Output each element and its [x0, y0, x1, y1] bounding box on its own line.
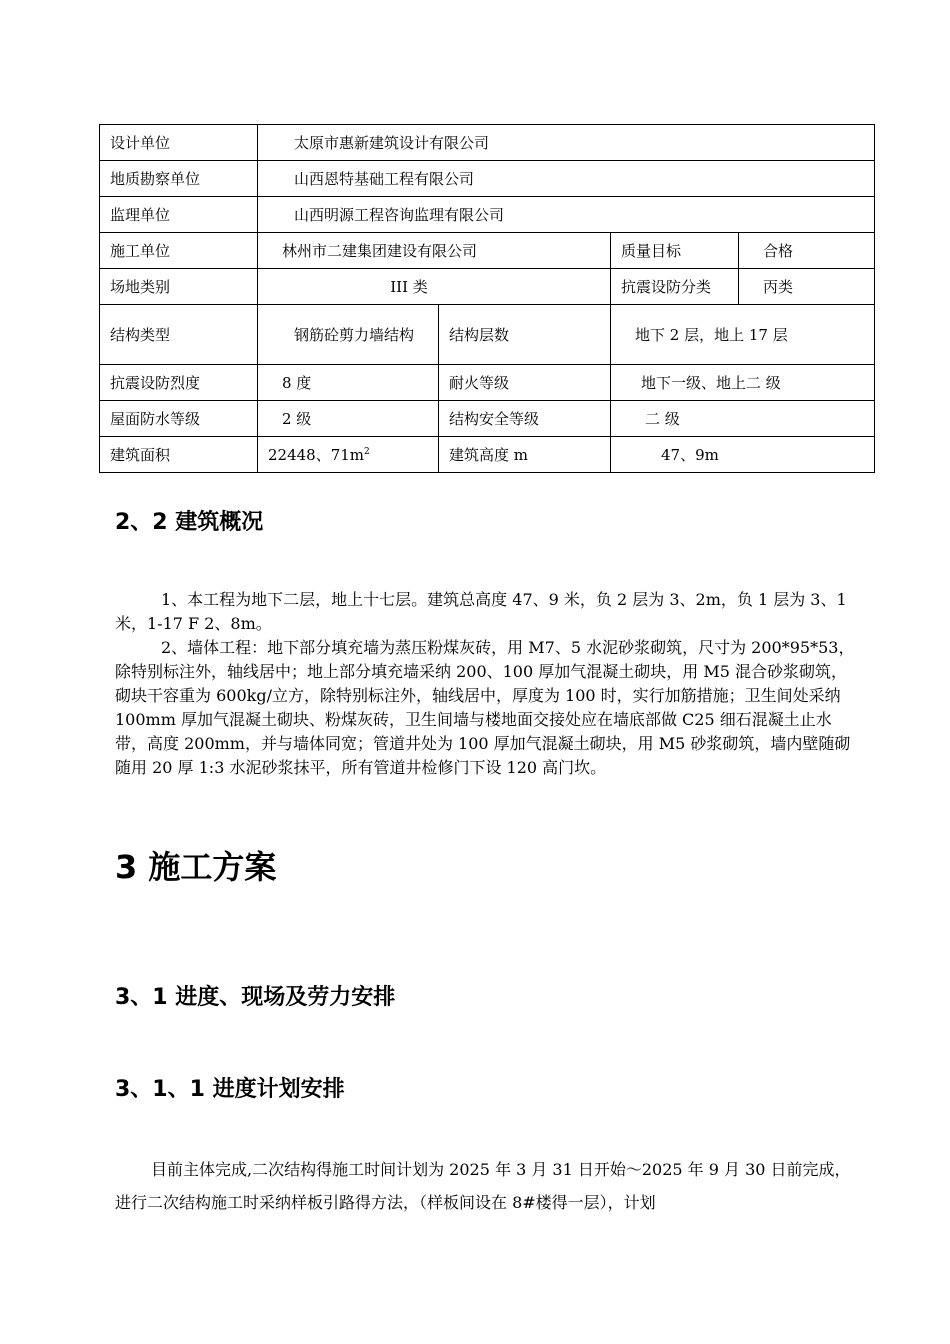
- table-row: [100, 305, 875, 365]
- value-construction-unit: 林州市二建集团建设有限公司: [258, 233, 611, 269]
- value-structure-type: 钢筋砼剪力墙结构: [258, 305, 439, 365]
- table-row: [100, 269, 875, 305]
- label-seismic-intensity: 抗震设防烈度: [100, 365, 258, 401]
- label-site-category: 场地类别: [100, 269, 258, 305]
- label-survey-unit: 地质勘察单位: [100, 161, 258, 197]
- value-quality-target: 合格: [739, 233, 875, 269]
- value-structure-floors: 地下 2 层，地上 17 层: [611, 305, 875, 365]
- value-seismic-category: 丙类: [739, 269, 875, 305]
- value-safety-grade: 二 级: [611, 401, 875, 437]
- value-supervision-unit: 山西明源工程咨询监理有限公司: [258, 197, 875, 233]
- value-building-area: [258, 437, 439, 473]
- table-row: [100, 365, 875, 401]
- value-seismic-intensity: 8 度: [258, 365, 439, 401]
- label-seismic-category: 抗震设防分类: [611, 269, 739, 305]
- label-structure-type: 结构类型: [100, 305, 258, 365]
- heading-schedule-plan: 3、1、1 进度计划安排: [115, 1077, 345, 1102]
- value-roof-waterproof: 2 级: [258, 401, 439, 437]
- table-row: [100, 161, 875, 197]
- paragraph-overview-2: 2、墙体工程：地下部分填充墙为蒸压粉煤灰砖，用 M7、5 水泥砂浆砌筑，尺寸为 200*95*53，除特别标注外，轴线居中；地上部分填充墙采纳 200、100 厚加气混凝土砌块，用 M5 混合砂浆砌筑，砌块干容重为 600kg/立方，除特别标注外，轴线居中，厚度为 100 时，实行加筋措施；卫生间处采纳 100mm 厚加气混凝土砌块、粉煤灰砖，卫生间墙与楼地面交接处应在墙底部做 C25 细石混凝土止水带，高度 200mm，并与墙体同宽；管道井处为 100 厚加气混凝土砌块，用 M5 砂浆砌筑，墙内壁随砌随用 20 厚 1:3 水泥砂浆抹平，所有管道井检修门下设 120 高门坎。: [115, 638, 855, 777]
- label-safety-grade: 结构安全等级: [439, 401, 611, 437]
- building-area-unit-sup: 2: [364, 447, 370, 457]
- label-fire-rating: 耐火等级: [439, 365, 611, 401]
- table-row: [100, 197, 875, 233]
- table-row: [100, 125, 875, 161]
- value-building-height: 47、9m: [611, 437, 875, 473]
- heading-schedule-site-labor: 3、1 进度、现场及劳力安排: [115, 985, 396, 1010]
- heading-building-overview: 2、2 建筑概况: [115, 510, 264, 535]
- heading-construction-plan: 3 施工方案: [115, 848, 277, 886]
- value-fire-rating: 地下一级、地上二 级: [611, 365, 875, 401]
- label-quality-target: 质量目标: [611, 233, 739, 269]
- value-site-category: III 类: [258, 269, 611, 305]
- table-row: [100, 437, 875, 473]
- value-survey-unit: 山西恩特基础工程有限公司: [258, 161, 875, 197]
- paragraph-schedule: 目前主体完成,二次结构得施工时间计划为 2025 年 3 月 31 日开始～2025 年 9 月 30 日前完成，进行二次结构施工时采纳样板引路得方法，（样板间设在 8#楼得一层），计划: [115, 1160, 851, 1212]
- project-info-table: [99, 124, 875, 473]
- paragraph-overview-1: 1、本工程为地下二层，地上十七层。建筑总高度 47、9 米，负 2 层为 3、2m，负 1 层为 3、1 米，1-17 F 2、8m。: [115, 590, 847, 633]
- value-design-unit: 太原市惠新建筑设计有限公司: [258, 125, 875, 161]
- label-design-unit: 设计单位: [100, 125, 258, 161]
- label-construction-unit: 施工单位: [100, 233, 258, 269]
- label-structure-floors: 结构层数: [439, 305, 611, 365]
- table-row: [100, 401, 875, 437]
- table-row: [100, 233, 875, 269]
- building-area-number: 22448、71m: [268, 446, 365, 464]
- label-building-height: 建筑高度 m: [439, 437, 611, 473]
- label-roof-waterproof: 屋面防水等级: [100, 401, 258, 437]
- label-supervision-unit: 监理单位: [100, 197, 258, 233]
- label-building-area: 建筑面积: [100, 437, 258, 473]
